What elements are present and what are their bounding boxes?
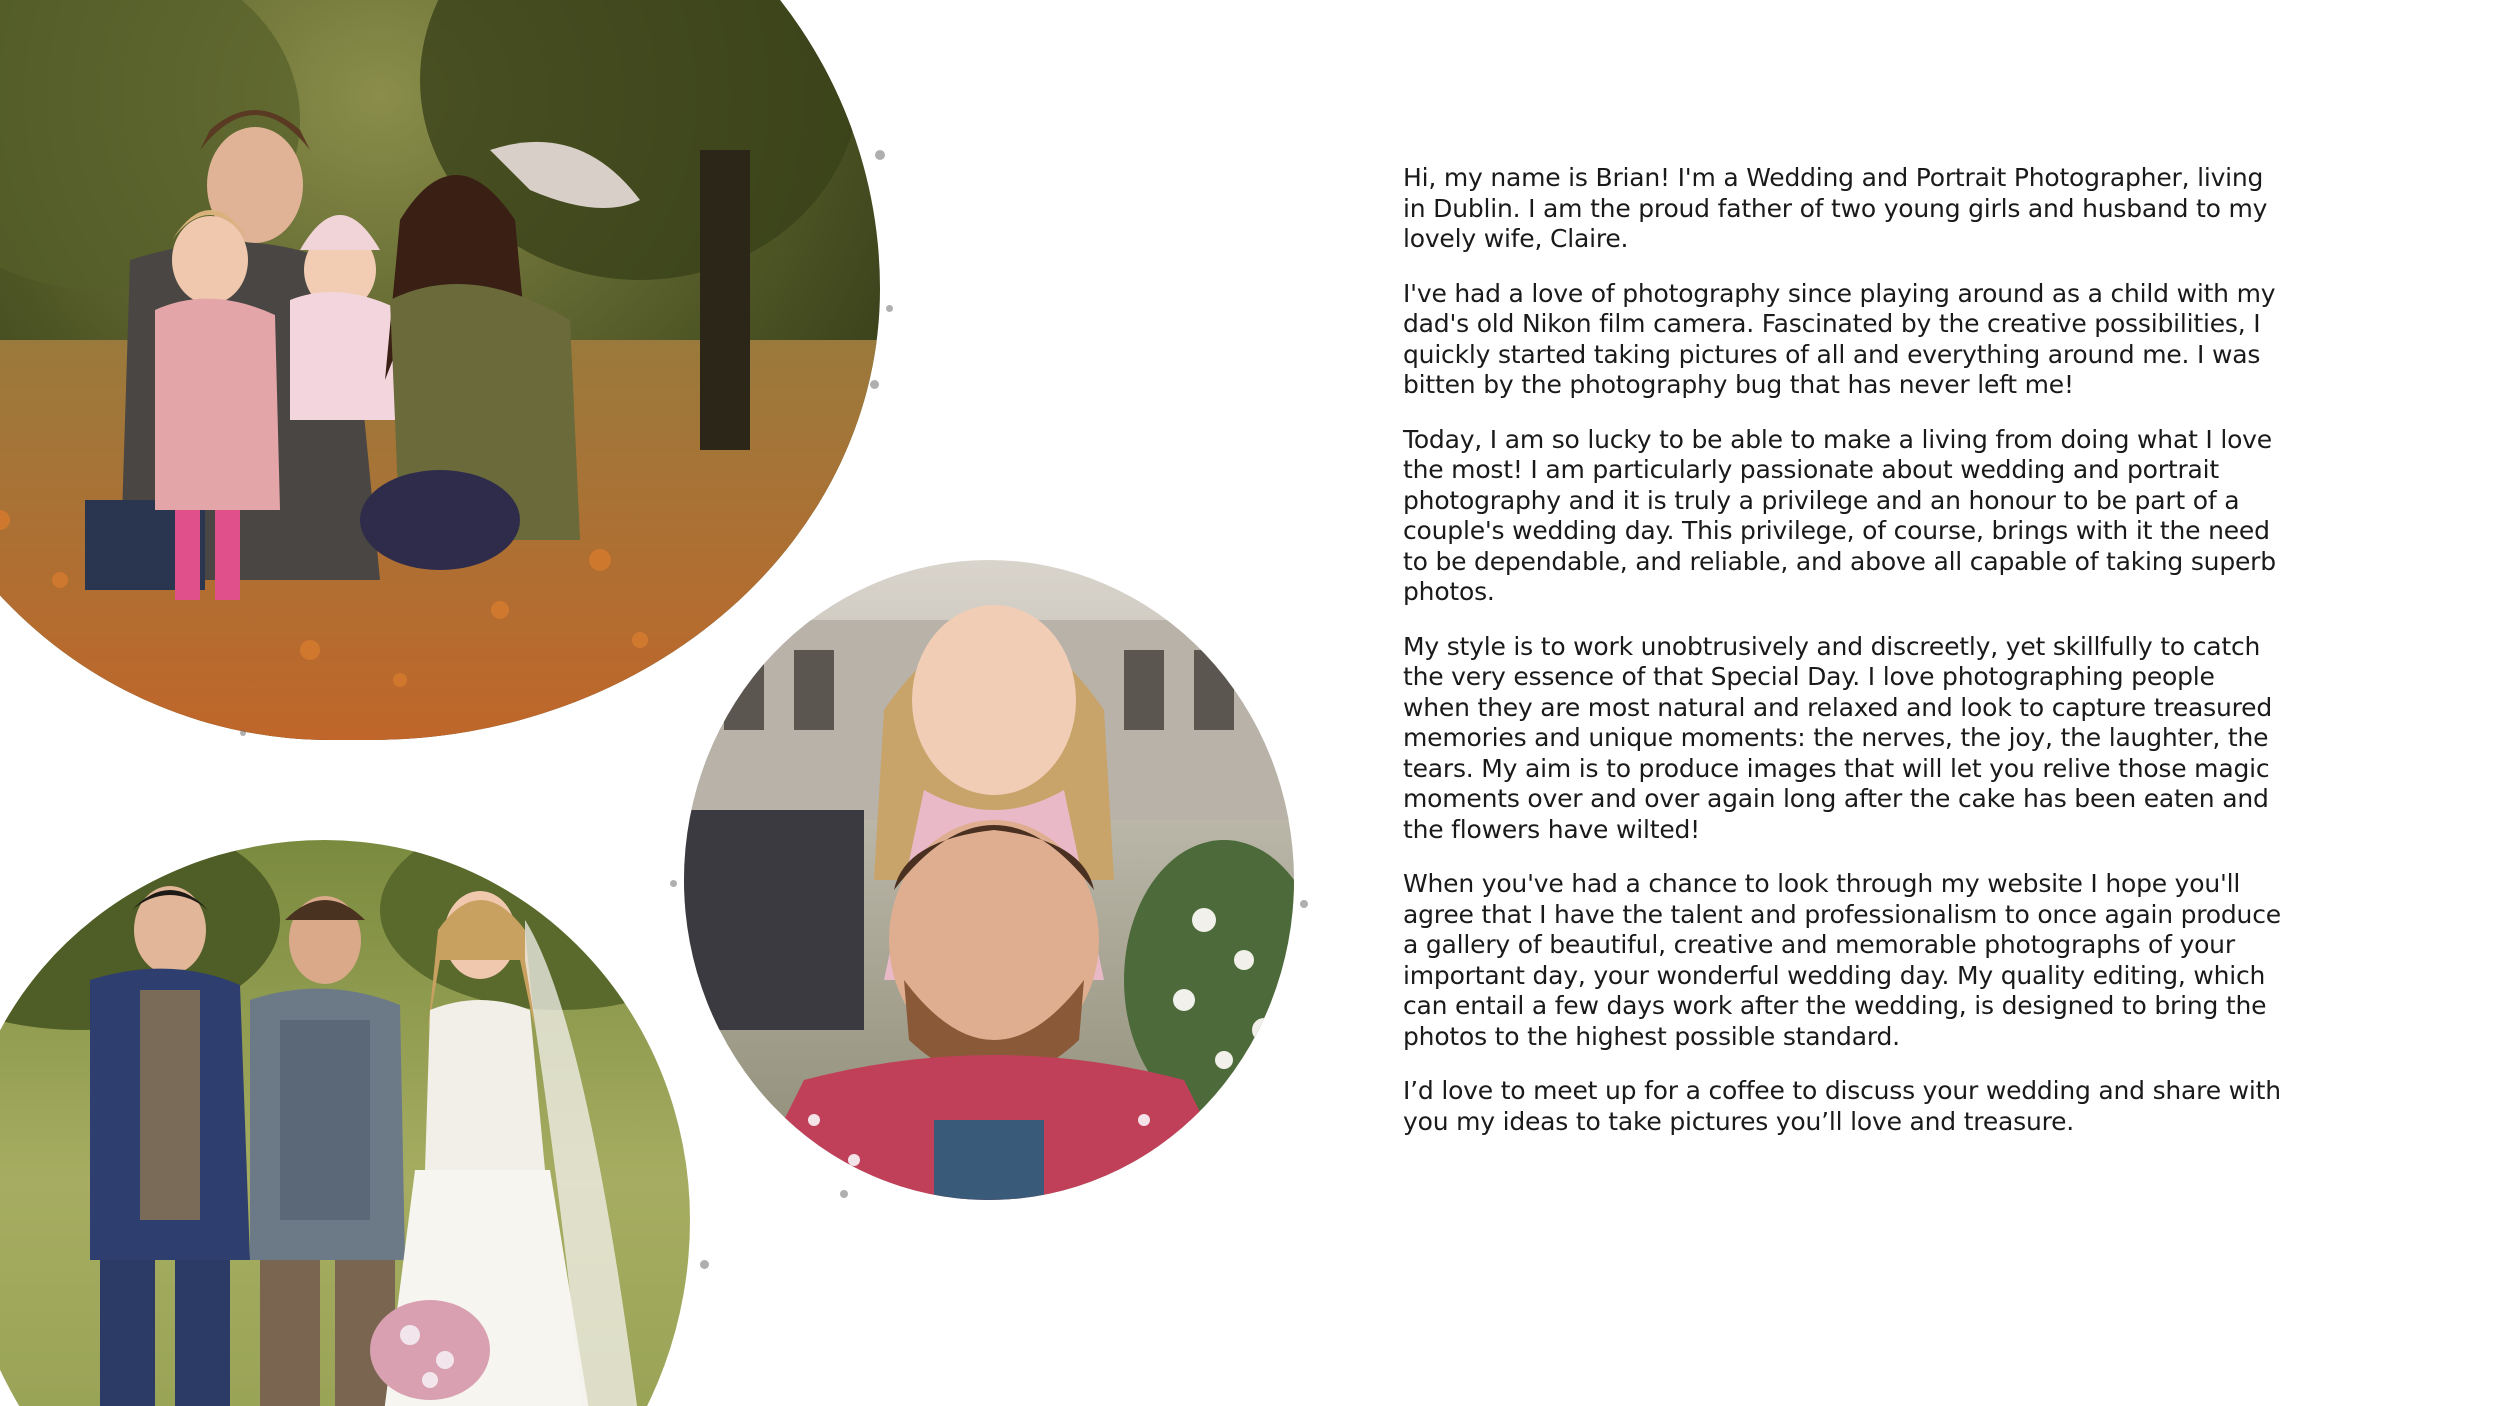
- family-photo: [0, 0, 880, 740]
- splatter-mark: [1300, 900, 1308, 908]
- splatter-mark: [870, 380, 879, 389]
- bio-text: [1403, 163, 2283, 1161]
- splatter-mark: [700, 1260, 709, 1269]
- family-photo-icon: [0, 0, 880, 740]
- splatter-mark: [840, 1190, 848, 1198]
- shoulders-photo: [684, 560, 1294, 1200]
- bio-paragraph-passion: Today, I am so lucky to be able to make a living from doing what I love the most! I am particularly passionate about wedding and portrait photography and it is truly a privilege and an honour to be part of a couple's wedding day. This privilege, of course, brings with it the need to be dependable, and reliable, and above all capable of taking superb photos.: [1403, 424, 2276, 606]
- wedding-photo: [0, 840, 690, 1406]
- bio-paragraph-coffee: I’d love to meet up for a coffee to discuss your wedding and share with you my ideas to take pictures you’ll love and treasure.: [1403, 1076, 2281, 1136]
- bio-paragraph-style: My style is to work unobtrusively and discreetly, yet skillfully to catch the very essence of that Special Day. I love photographing people when they are most natural and relaxed and look to capture treasured memories and unique moments: the nerves, the joy, the laughter, the tears. My aim is to produce images that will let you relive those magic moments over and over again long after the cake has been eaten and the flowers have wilted!: [1403, 631, 2273, 844]
- bio-paragraph-history: I've had a love of photography since playing around as a child with my dad's old Nikon film camera. Fascinated by the creative possibilities, I quickly started taking pictures of all and everything around me. I was bitten by the photography bug that has never left me!: [1403, 278, 2276, 399]
- bio-paragraph-intro: Hi, my name is Brian! I'm a Wedding and Portrait Photographer, living in Dublin. I am the proud father of two young girls and husband to my lovely wife, Claire.: [1403, 163, 2268, 253]
- daughter-on-shoulders-photo-icon: [684, 560, 1294, 1200]
- splatter-mark: [875, 150, 885, 160]
- splatter-mark: [240, 730, 246, 736]
- splatter-mark: [670, 880, 677, 887]
- splatter-mark: [886, 305, 893, 312]
- bio-paragraph-website: When you've had a chance to look through my website I hope you'll agree that I have the talent and professionalism to once again produce a gallery of beautiful, creative and memorable photographs of your important day, your wonderful wedding day. My quality editing, which can entail a few days work after the wedding, is designed to bring the photos to the highest possible standard.: [1403, 869, 2281, 1051]
- wedding-couple-photo-icon: [0, 840, 690, 1406]
